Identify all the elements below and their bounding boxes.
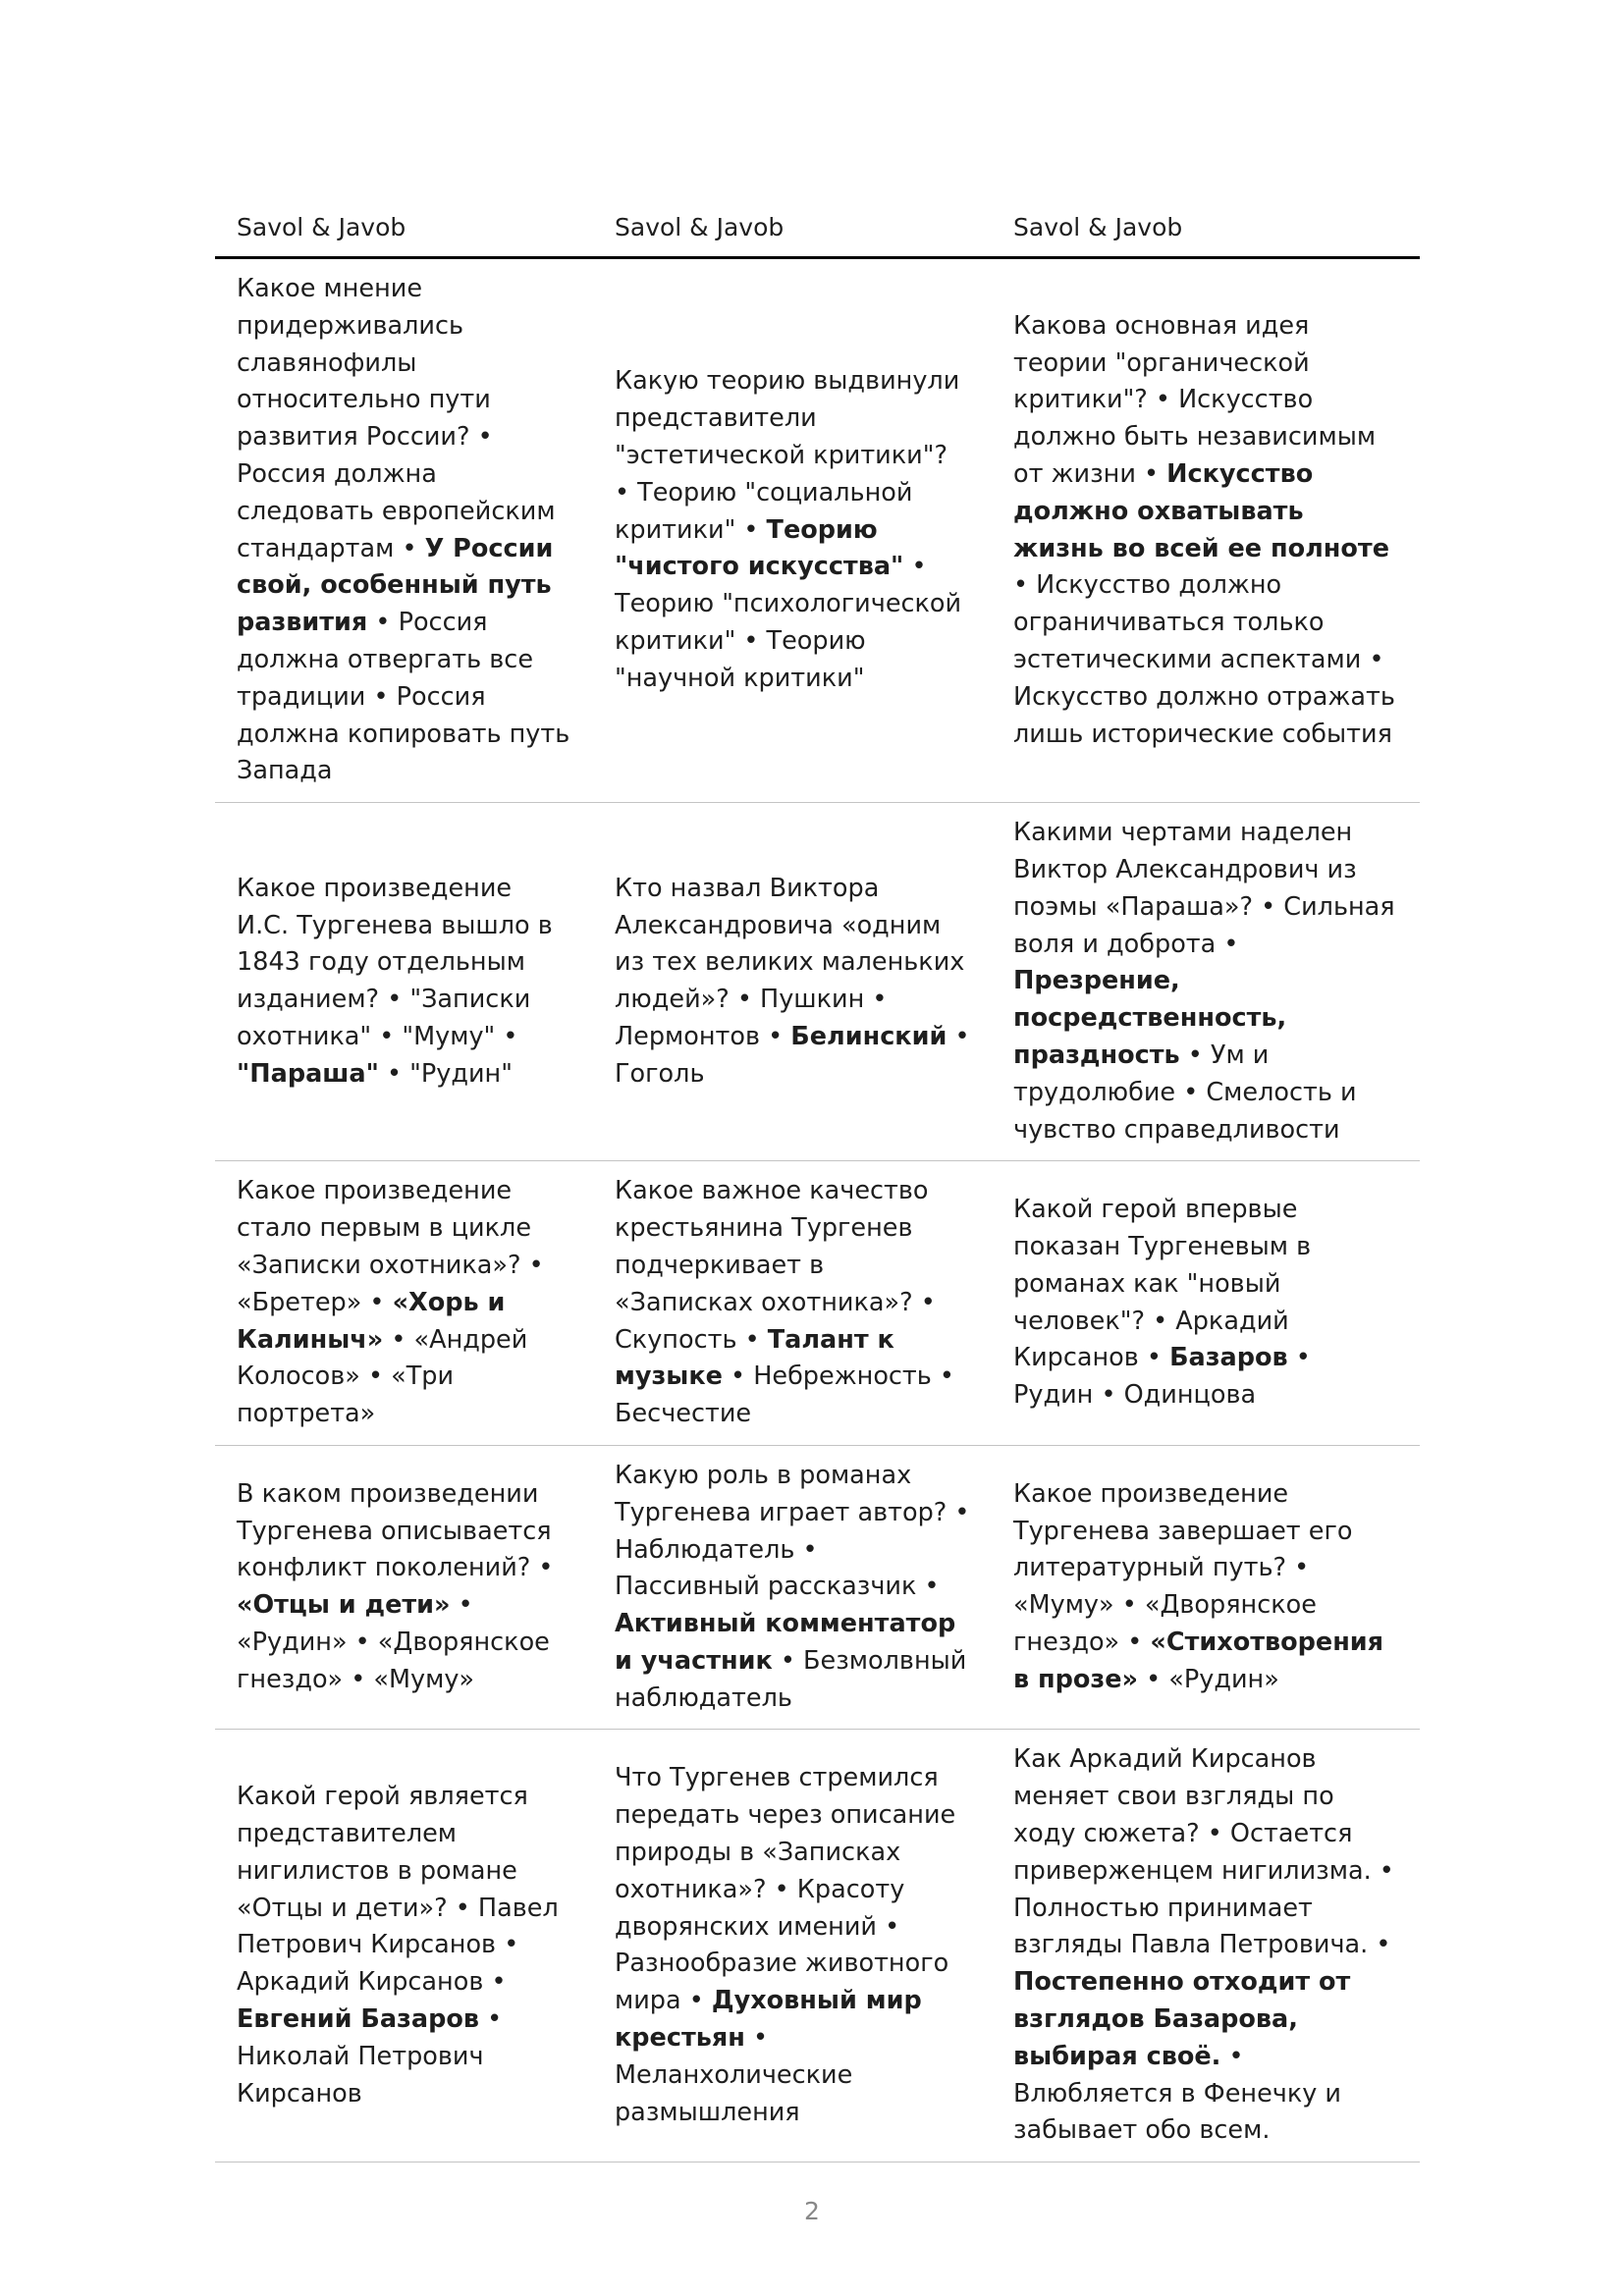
question-cell (593, 1161, 992, 1446)
question-text: Какое мнение придерживались славянофилы относительно пути развития России? • Россия должна следовать европейским стандартам • (237, 274, 556, 563)
question-cell (593, 1445, 992, 1730)
question-cell (215, 1161, 593, 1446)
column-header: Savol & Javob (215, 203, 593, 258)
column-header: Savol & Javob (992, 203, 1420, 258)
qa-table (215, 203, 1420, 2163)
question-text: Какое произведение Тургенева завершает его литературный путь? • «Муму» • «Дворянское гнездо» • (1013, 1478, 1353, 1657)
correct-answer: У России свой, особенный путь развития (237, 533, 554, 638)
correct-answer: Духовный мир крестьян (615, 1986, 922, 2053)
question-cell (992, 1730, 1420, 2163)
question-cell (593, 803, 992, 1161)
page-number: 2 (804, 2197, 820, 2225)
correct-answer: Искусство должно охватывать жизнь во всей ее полноте (1013, 458, 1389, 563)
question-text: • "Рудин" (378, 1058, 513, 1089)
question-cell (593, 1730, 992, 2163)
table-row (215, 1445, 1420, 1730)
question-text: • Небрежность • Бесчестие (615, 1362, 954, 1429)
question-text: • «Андрей Колосов» • «Три портрета» (237, 1324, 528, 1429)
table-row (215, 1161, 1420, 1446)
question-text: • «Рудин» (1138, 1664, 1279, 1694)
correct-answer: «Стихотворения в прозе» (1013, 1627, 1384, 1694)
correct-answer: «Хорь и Калиныч» (237, 1287, 506, 1355)
question-text: Какое важное качество крестьянина Тургенев подчеркивает в «Записках охотника»? • Скупость • (615, 1176, 936, 1355)
question-text: Какую теорию выдвинули представители "эстетической критики"? • Теорию "социальной критики" • (615, 366, 960, 545)
question-text: Что Тургенев стремился передать через описание природы в «Записках охотника»? • Красоту дворянских имений • Разнообразие животного мира • (615, 1763, 956, 2016)
correct-answer: Евгений Базаров (237, 2004, 479, 2035)
question-text: Какими чертами наделен Виктор Александрович из поэмы «Параша»? • Сильная воля и доброта • (1013, 818, 1395, 959)
correct-answer: "Параша" (237, 1058, 379, 1089)
question-text: • Влюбляется в Фенечку и забывает обо всем. (1013, 2041, 1342, 2146)
correct-answer: Базаров (1169, 1343, 1288, 1373)
question-text: • Ум и трудолюбие • Смелость и чувство справедливости (1013, 1040, 1357, 1145)
question-text: • Рудин • Одинцова (1013, 1343, 1311, 1411)
question-text: • Теорию "психологической критики" • Теорию "научной критики" (615, 552, 962, 693)
question-text: • Меланхолические размышления (615, 2022, 853, 2127)
correct-answer: Презрение, посредственность, праздность (1013, 966, 1287, 1070)
correct-answer: Постепенно отходит от взглядов Базарова, выбирая своё. (1013, 1967, 1351, 2071)
question-cell (215, 1730, 593, 2163)
table-row (215, 803, 1420, 1161)
table-row (215, 258, 1420, 803)
question-cell (593, 258, 992, 803)
correct-answer: «Отцы и дети» (237, 1590, 451, 1621)
question-text: Какую роль в романах Тургенева играет автор? • Наблюдатель • Пассивный рассказчик • (615, 1460, 970, 1602)
column-header: Savol & Javob (593, 203, 992, 258)
question-text: Какова основная идея теории "органической критики"? • Искусство должно быть независимым от жизни • (1013, 310, 1377, 489)
question-text: • Николай Петрович Кирсанов (237, 2004, 503, 2109)
correct-answer: Теорию "чистого искусства" (615, 514, 904, 582)
question-cell (992, 1445, 1420, 1730)
question-text: • Россия должна отвергать все традиции • Россия должна копировать путь Запада (237, 608, 570, 786)
question-text: • «Рудин» • «Дворянское гнездо» • «Муму» (237, 1590, 550, 1694)
question-text: • Гоголь (615, 1022, 970, 1089)
question-cell (215, 258, 593, 803)
correct-answer: Белинский (790, 1022, 947, 1052)
question-text: В каком произведении Тургенева описывается конфликт поколений? • (237, 1478, 554, 1583)
question-text: • Безмолвный наблюдатель (615, 1645, 967, 1713)
question-cell (992, 1161, 1420, 1446)
correct-answer: Активный комментатор и участник (615, 1609, 956, 1676)
question-text: • Искусство должно ограничиваться только эстетическими аспектами • Искусство должно отражать лишь исторические события (1013, 570, 1395, 749)
table-row (215, 1730, 1420, 2163)
question-text: Какое произведение И.С. Тургенева вышло в 1843 году отдельным изданием? • "Записки охотника" • "Муму" • (237, 873, 553, 1052)
question-text: Какой герой является представителем нигилистов в романе «Отцы и дети»? • Павел Петрович Кирсанов • Аркадий Кирсанов • (237, 1782, 559, 1998)
question-text: Какой герой впервые показан Тургеневым в романах как "новый человек"? • Аркадий Кирсанов • (1013, 1195, 1312, 1373)
question-cell (992, 258, 1420, 803)
question-text: Как Аркадий Кирсанов меняет свои взгляды по ходу сюжета? • Остается приверженцем нигилизма. • Полностью принимает взгляды Павла Петровича. • (1013, 1744, 1394, 1960)
question-cell (215, 803, 593, 1161)
table-header-row (215, 203, 1420, 258)
question-cell (992, 803, 1420, 1161)
question-text: Кто назвал Виктора Александровича «одним из тех великих маленьких людей»? • Пушкин • Лермонтов • (615, 873, 965, 1052)
question-text: Какое произведение стало первым в цикле «Записки охотника»? • «Бретер» • (237, 1176, 544, 1317)
question-cell (215, 1445, 593, 1730)
correct-answer: Талант к музыке (615, 1324, 894, 1392)
